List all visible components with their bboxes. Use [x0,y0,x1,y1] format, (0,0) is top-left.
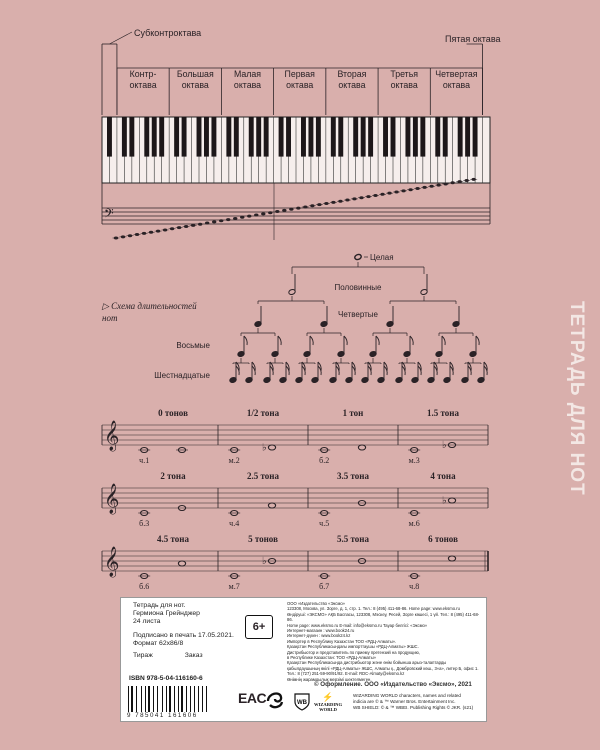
imprint-title: Тетрадь для нот. [133,602,186,609]
octave-name-line2: октава [286,80,314,90]
eighth-note-flag [410,336,413,345]
imprint-signed: Подписано в печать 17.05.2021. [133,632,234,639]
interval-name: б.3 [139,519,150,528]
keyboard-note [205,222,209,225]
barcode-bar [153,686,154,712]
interval-note-top [268,503,275,508]
black-key [279,117,284,157]
keyboard-note [233,217,237,220]
interval-tones: 4.5 тона [157,534,189,544]
interval-name: м.7 [228,582,240,591]
subcontra-label: Субконтроктава [134,28,202,38]
interval-name: ч.1 [139,456,150,465]
publisher-line: Импортер в Республику Казахстан ТОО «РДЦ-Алматы». [287,638,397,644]
black-key [316,117,321,157]
black-key [301,117,306,157]
publisher-line: в Республике Казахстан: ТОО «РДЦ-Алматы» [287,655,376,661]
note-durations-diagram [0,240,600,390]
black-key [308,117,313,157]
barcode-bar [188,686,189,712]
keyboard-note [282,209,286,212]
publisher-line: 123308, Москва, ул. Зорге, д. 1, стр. 1. Тел.: 8 (495) 411-68-86. Home page: www.eksmo.ru [287,606,460,612]
interval-tones: 2.5 тона [247,471,279,481]
keyboard-note [219,219,223,222]
barcode-bar [186,686,187,712]
octave-name-line1: Большая [176,69,214,79]
wb-copyright [353,693,483,711]
barcode-bar [179,686,180,712]
interval-name: ч.4 [229,519,240,528]
interval-name: м.2 [228,456,240,465]
black-key [264,117,269,157]
barcode-bar [178,686,179,712]
barcode-bar [147,686,148,712]
publisher-line: Қазақстан Республикасында дистрибьютор және өнім бойынша арыз-талаптарды [287,660,447,666]
flat-sign: ♭ [442,440,447,451]
imprint-sheets: 24 листа [133,618,161,625]
keyboard-note [268,211,272,214]
treble-clef-icon: 𝄞 [104,547,120,576]
black-key [129,117,134,157]
black-key [465,117,470,157]
publisher-line: Өндіруші: «ЭКСМО» АҚБ Баспасы, 123308, Мәскеу, Ресей, Зорге көшесі, 1 үй. Тел.: 8 (495) 411-68-86. [287,611,480,623]
interval-note-top [178,561,185,566]
octave-name-line1: Контр- [129,69,157,79]
keyboard-note [198,223,202,226]
black-key [256,117,261,157]
keyboard-note [247,215,251,218]
barcode-bar [136,686,137,712]
imprint-left [133,602,234,660]
black-key [391,117,396,157]
publisher-line: Home page: www.eksmo.ru E-mail: info@eksmo.ru Тауар белгісі: «Эксмо» [287,622,428,628]
recycle-swirl-icon [264,687,286,711]
octave-name-line1: Третья [390,69,419,79]
keyboard-note [226,218,230,221]
flat-sign: ♭ [262,442,267,454]
barcode-bar [196,686,197,712]
black-key [383,117,388,157]
black-key [473,117,478,157]
spine-title-text: ТЕТРАДЬ ДЛЯ НОТ [566,301,587,496]
interval-tones: 1.5 тона [427,408,459,418]
subcontra-pointer [109,32,132,44]
eighth-label: Восьмые [176,341,210,350]
barcode-bar [128,686,129,712]
barcode-bar [168,686,169,712]
interval-note-top [268,445,275,450]
black-key [368,117,373,157]
black-key [331,117,336,157]
black-key [226,117,231,157]
half-label: Половинные [334,283,382,292]
black-key [458,117,463,157]
barcode-bar [192,686,193,712]
interval-name: б.7 [319,582,330,591]
barcode-bar [137,686,139,712]
interval-tones: 2 тона [160,471,186,481]
barcode [128,686,210,712]
interval-name: ч.5 [319,519,330,528]
interval-tones: 5 тонов [248,534,278,544]
fifth-octave-label: Пятая октава [445,34,501,44]
barcode-bar [142,686,143,712]
wb-line-1: WIZARDING WORLD characters, names and related [353,693,461,698]
publisher-line: Дистрибьютор и представитель по приему претензий на продукцию, [287,649,420,655]
octave-name-line1: Малая [233,69,262,79]
whole-label: Целая [370,253,394,262]
treble-clef-icon: 𝄞 [104,484,120,513]
quarter-label: Четвертые [338,310,378,319]
publisher-line: Өнімнің жарамдылық мерзімі шектелмеген. [287,676,372,682]
wb-line-2: indicia are © & ™ Warner Bros. Entertainment Inc. [353,699,456,704]
eac-mark [238,690,266,706]
publisher-line: қабылдаушының өкілі «РДЦ-Алматы» ЖШС, Алматы қ., Домбровский көш., 3«а», литер Б, офис 1. [287,665,479,671]
keyboard-note [261,212,265,215]
black-key [152,117,157,157]
interval-note-top [448,556,455,561]
barcode-bar [190,686,191,712]
imprint-format: Формат 62х86/8 [133,640,184,647]
barcode-bar [162,686,163,712]
interval-tones: 4 тона [430,471,456,481]
octave-keyboard-diagram [0,0,600,250]
durations-caption-line1: ▷ Схема длительностей [102,301,197,311]
publisher-line: Тел.: 8 (727) 251-59-90/91/92. E-mail: RDC-Almaty@eksmo.kz [287,671,405,677]
barcode-bar [134,686,135,712]
barcode-bar [158,686,160,712]
barcode-bar [175,686,176,712]
eighth-note-flag [310,336,313,345]
black-key [435,117,440,157]
barcode-bar [148,686,149,712]
barcode-bar [157,686,158,712]
black-key [286,117,291,157]
svg-text:WB: WB [297,700,307,706]
black-key [174,117,179,157]
sixteenth-label: Шестнадцатые [154,371,210,380]
barcode-bar [200,686,201,712]
black-key [338,117,343,157]
black-key [353,117,358,157]
barcode-bar [166,686,167,712]
octave-name-line2: октава [338,80,366,90]
barcode-bar [198,686,199,712]
publisher-line: Қазақстан Республикасындағы импорттаушы «РДЦ-Алматы» ЖШС. [287,644,419,650]
interval-name: б.6 [139,582,150,591]
interval-tones: 3.5 тона [337,471,369,481]
black-key [420,117,425,157]
interval-name: м.3 [408,456,420,465]
wizarding-world-logo: ⚡ WIZARDING WORLD [313,692,343,713]
interval-tones: 6 тонов [428,534,458,544]
octave-name-line1: Первая [284,69,315,79]
ww-logo-line1: WIZARDING [313,702,343,707]
barcode-bar [130,686,131,712]
barcode-bar [155,686,156,712]
keyboard-note [275,210,279,213]
black-key [211,117,216,157]
barcode-bar [174,686,175,712]
interval-tones: 0 тонов [158,408,188,418]
black-key [182,117,187,157]
piano-keyboard [102,117,490,183]
imprint-run: Тираж [133,652,153,659]
age-rating-badge [245,615,273,639]
barcode-digits: 9 785041 161606 [127,712,198,719]
octave-labels [129,28,500,90]
barcode-bar [164,686,165,712]
black-key [413,117,418,157]
publisher-line: ООО «Издательство «Эксмо» [287,601,345,606]
black-key [234,117,239,157]
barcode-bar [172,686,173,712]
black-key [405,117,410,157]
interval-tones: 5.5 тона [337,534,369,544]
interval-name: м.6 [408,519,420,528]
black-key [204,117,209,157]
octave-name-line2: октава [129,80,157,90]
eighth-note-flag [376,336,379,345]
octave-name-line2: октава [181,80,209,90]
isbn-number: ISBN 978-5-04-116160-6 [129,675,203,682]
black-key [361,117,366,157]
interval-note-top [448,498,455,503]
black-key [249,117,254,157]
imprint-author: Гермиона Грейнджер [133,610,200,617]
keyboard-note [240,216,244,219]
intervals-diagram [0,395,600,595]
wb-line-3: WB SHIELD: © & ™ WBEI. Publishing Rights © JKR. (s21) [353,705,474,710]
black-key [159,117,164,157]
barcode-bar [151,686,152,712]
flat-sign: ♭ [262,556,267,567]
barcode-bar [206,686,207,712]
octave-name-line1: Вторая [337,69,367,79]
barcode-bar [169,686,170,712]
black-key [122,117,127,157]
keyboard-note [289,208,293,211]
barcode-bar [181,686,183,712]
keyboard-note [212,220,216,223]
keyboard-note [254,214,258,217]
eighth-note-flag [476,336,479,345]
wb-shield-icon [294,693,310,711]
black-key [443,117,448,157]
interval-note-top [358,445,365,450]
barcode-bar [145,686,146,712]
interval-tones: 1/2 тона [246,408,280,418]
bass-clef-icon: 𝄢 [104,208,114,224]
eighth-note-flag [278,336,281,345]
barcode-bar [208,686,209,712]
barcode-bar [141,686,142,712]
barcode-bar [184,686,185,712]
octave-name-line1: Четвертая [435,69,478,79]
black-key [197,117,202,157]
durations-caption-line2: нот [102,313,118,323]
eighth-note-flag [442,336,445,345]
publisher-line: Интернет-магазин : www.book24.ru [287,628,355,634]
keyboard-note [296,207,300,210]
whole-note [354,254,362,261]
design-copyright: © Оформление. ООО «Издательство «Эксмо», 2021 [314,681,472,688]
interval-tones: 1 тон [342,408,364,418]
octave-name-line2: октава [233,80,262,90]
eighth-note-flag [244,336,247,345]
octave-name-line2: октава [390,80,418,90]
eighth-note-flag [344,336,347,345]
flat-sign: ♭ [442,495,447,507]
treble-clef-icon: 𝄞 [104,421,120,450]
eac-text: EAC [238,690,267,706]
interval-name: б.2 [319,456,330,465]
barcode-bar [194,686,195,712]
interval-name: ч.8 [409,582,420,591]
ww-logo-line2: WORLD [319,707,337,713]
imprint-order: Заказ [184,652,203,659]
age-rating-text: 6+ [252,621,266,633]
barcode-bar [204,686,205,712]
barcode-bar [202,686,203,712]
publisher-info [287,601,483,682]
black-key [107,117,112,157]
publisher-line: Интернет-дүкен : www.book24.kz [287,633,351,639]
black-key [144,117,149,157]
bass-clef-staff [102,178,490,240]
barcode-bar [131,686,132,712]
octave-name-line2: октава [442,80,470,90]
